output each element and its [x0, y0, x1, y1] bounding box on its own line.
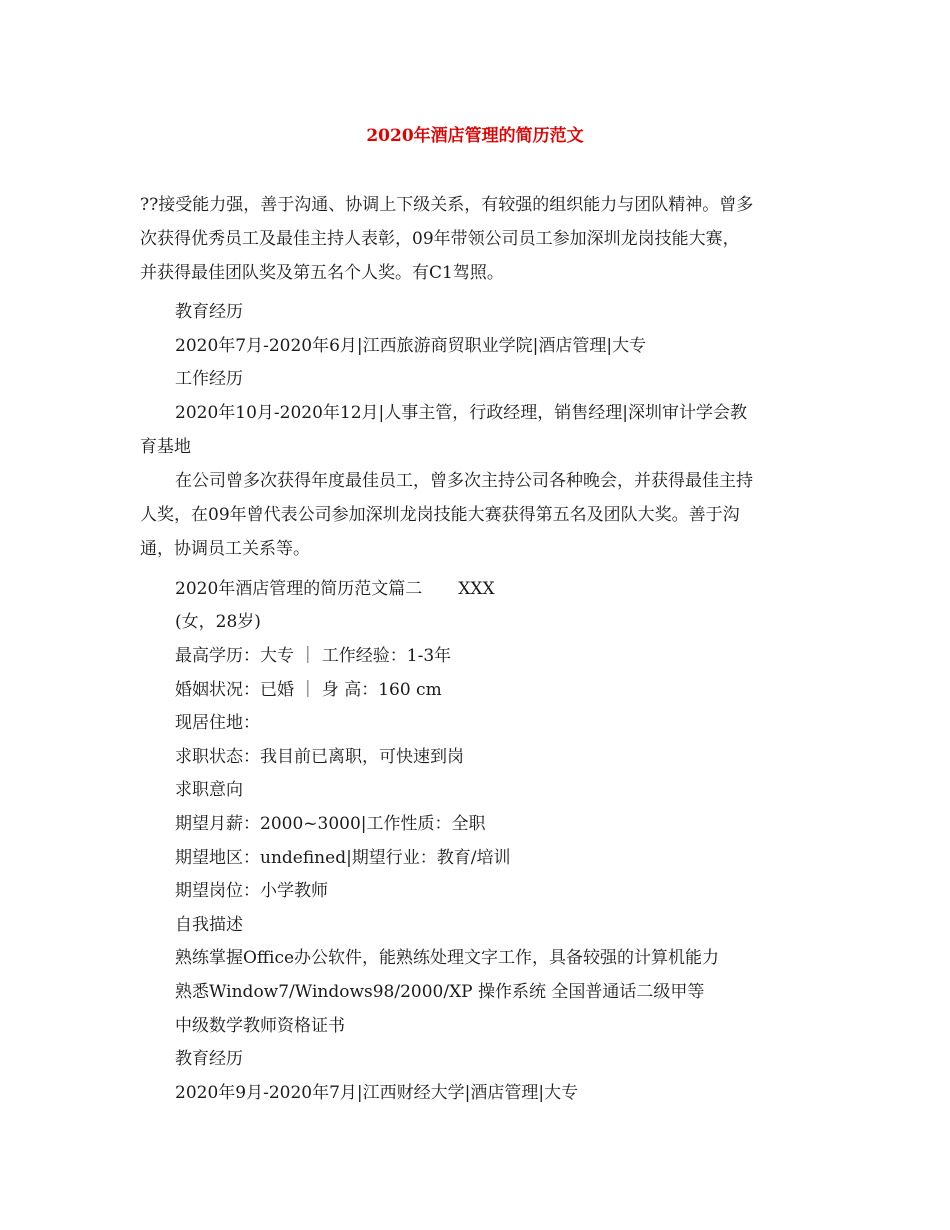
education-entry-2: 2020年9月-2020年7月|江西财经大学|酒店管理|大专 [175, 1083, 579, 1103]
marital-status: 婚姻状况：已婚 ｜ 身 高：160 cm [175, 680, 442, 700]
expected-region: 期望地区：undefined|期望行业：教育/培训 [175, 848, 511, 868]
document-title: 2020年酒店管理的简历范文 [366, 126, 584, 146]
intro-line-1: ??接受能力强，善于沟通、协调上下级关系，有较强的组织能力与团队精神。曾多 [140, 195, 754, 215]
self-description-heading: 自我描述 [175, 915, 243, 935]
work-desc-line-2: 人奖，在09年曾代表公司参加深圳龙岗技能大赛获得第五名及团队大奖。善于沟 [140, 505, 740, 525]
intent-heading: 求职意向 [175, 780, 243, 800]
intro-line-2: 次获得优秀员工及最佳主持人表彰，09年带领公司员工参加深圳龙岗技能大赛， [140, 229, 740, 249]
education-level: 最高学历：大专 ｜ 工作经验：1-3年 [175, 646, 452, 666]
education-heading-2: 教育经历 [175, 1049, 243, 1069]
part2-heading [175, 572, 855, 606]
expected-position: 期望岗位：小学教师 [175, 881, 328, 901]
candidate-name: XXX [458, 579, 495, 599]
residence: 现居住地： [175, 713, 260, 733]
job-status: 求职状态：我目前已离职，可快速到岗 [175, 747, 464, 767]
gender-age: (女，28岁) [175, 612, 261, 632]
work-heading: 工作经历 [175, 369, 243, 389]
education-heading: 教育经历 [175, 302, 243, 322]
self-line-1: 熟练掌握Office办公软件，能熟练处理文字工作，具备较强的计算机能力 [175, 948, 720, 968]
intro-line-3: 并获得最佳团队奖及第五名个人奖。有C1驾照。 [140, 263, 504, 283]
work-desc-line-1: 在公司曾多次获得年度最佳员工，曾多次主持公司各种晚会，并获得最佳主持 [175, 471, 753, 491]
part2-title: 2020年酒店管理的简历范文篇二 [175, 579, 423, 599]
self-line-2: 熟悉Window7/Windows98/2000/XP 操作系统 全国普通话二级甲等 [175, 982, 705, 1002]
expected-salary: 期望月薪：2000~3000|工作性质：全职 [175, 814, 486, 834]
work-entry-line-2: 育基地 [140, 437, 191, 457]
education-entry: 2020年7月-2020年6月|江西旅游商贸职业学院|酒店管理|大专 [175, 336, 647, 356]
self-line-3: 中级数学教师资格证书 [175, 1016, 345, 1036]
work-desc-line-3: 通，协调员工关系等。 [140, 539, 310, 559]
work-entry-line-1: 2020年10月-2020年12月|人事主管，行政经理，销售经理|深圳审计学会教 [175, 403, 747, 423]
